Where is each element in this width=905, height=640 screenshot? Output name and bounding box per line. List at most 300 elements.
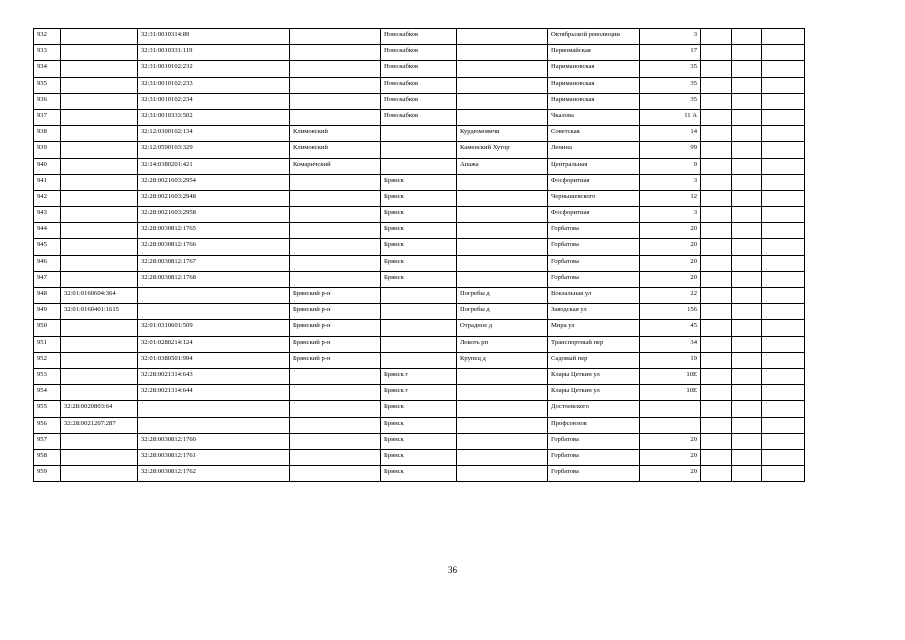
cell-cad-old [61, 61, 138, 77]
cell-village [457, 45, 548, 61]
cell-c9 [701, 239, 732, 255]
cell-cad [138, 401, 290, 417]
cell-settlement: Новозыбков [381, 93, 457, 109]
table-row [34, 304, 805, 320]
cell-no: 949 [34, 304, 61, 320]
cell-street: Наримановская [548, 77, 640, 93]
cell-c10 [732, 174, 762, 190]
cell-c10 [732, 401, 762, 417]
cell-village [457, 29, 548, 45]
cell-settlement: Брянск [381, 207, 457, 223]
cell-house: 20 [640, 239, 701, 255]
cell-c9 [701, 449, 732, 465]
cell-village [457, 93, 548, 109]
cell-c9 [701, 126, 732, 142]
cell-street: Центральная [548, 158, 640, 174]
cell-c9 [701, 385, 732, 401]
cell-no: 953 [34, 368, 61, 384]
cell-street: Клары Цеткин ул [548, 385, 640, 401]
cell-settlement: Новозыбков [381, 77, 457, 93]
cell-c10 [732, 158, 762, 174]
cell-street: Горбатова [548, 255, 640, 271]
cell-c10 [732, 304, 762, 320]
cell-cad: 32:28:0030812:1768 [138, 271, 290, 287]
cell-house: 156 [640, 304, 701, 320]
cell-village: Каменский Хутор [457, 142, 548, 158]
cell-settlement [381, 288, 457, 304]
cell-district [290, 449, 381, 465]
cell-district [290, 93, 381, 109]
cell-district [290, 385, 381, 401]
cell-settlement [381, 126, 457, 142]
cell-settlement: Брянск [381, 190, 457, 206]
table-row [34, 126, 805, 142]
cell-village [457, 255, 548, 271]
cell-house: 20 [640, 433, 701, 449]
cell-village [457, 466, 548, 482]
cell-street: Чернышевского [548, 190, 640, 206]
cell-c10 [732, 352, 762, 368]
cell-c11 [762, 401, 805, 417]
cell-street: Ленина [548, 142, 640, 158]
cell-house: 3 [640, 174, 701, 190]
cell-settlement: Брянск [381, 401, 457, 417]
cell-district [290, 29, 381, 45]
cell-cad: 32:28:0030812:1760 [138, 433, 290, 449]
cell-village: Локоть рп [457, 336, 548, 352]
cell-cad-old [61, 271, 138, 287]
cell-cad [138, 417, 290, 433]
table-row [34, 417, 805, 433]
cell-settlement: Брянск [381, 449, 457, 465]
cell-c11 [762, 93, 805, 109]
registry-table [33, 28, 805, 482]
cell-c11 [762, 320, 805, 336]
cell-district: Брянский р-н [290, 320, 381, 336]
table-row [34, 255, 805, 271]
cell-district: Брянский р-н [290, 352, 381, 368]
table-row [34, 77, 805, 93]
cell-c11 [762, 158, 805, 174]
cell-no: 954 [34, 385, 61, 401]
cell-cad-old [61, 29, 138, 45]
cell-cad-old: 32:01:0160401:1615 [61, 304, 138, 320]
cell-c11 [762, 304, 805, 320]
cell-district [290, 417, 381, 433]
cell-no: 932 [34, 29, 61, 45]
cell-cad-old [61, 449, 138, 465]
cell-house: 20 [640, 466, 701, 482]
cell-street: Клары Цеткин ул [548, 368, 640, 384]
cell-c9 [701, 417, 732, 433]
cell-no: 935 [34, 77, 61, 93]
cell-settlement: Брянск г [381, 368, 457, 384]
cell-no: 933 [34, 45, 61, 61]
cell-c10 [732, 385, 762, 401]
cell-district [290, 61, 381, 77]
table-row [34, 142, 805, 158]
cell-cad-old [61, 190, 138, 206]
cell-house [640, 417, 701, 433]
cell-c11 [762, 255, 805, 271]
cell-cad: 32:28:0030812:1765 [138, 223, 290, 239]
cell-village [457, 174, 548, 190]
cell-settlement: Брянск [381, 417, 457, 433]
cell-house: 20 [640, 255, 701, 271]
cell-c9 [701, 304, 732, 320]
cell-settlement: Новозыбков [381, 109, 457, 125]
cell-village: Курдюмовичи [457, 126, 548, 142]
cell-c9 [701, 433, 732, 449]
cell-no: 950 [34, 320, 61, 336]
cell-house: 3 [640, 207, 701, 223]
cell-village: Апажа [457, 158, 548, 174]
cell-cad: 32:31:0010331:119 [138, 45, 290, 61]
cell-c9 [701, 29, 732, 45]
cell-district [290, 255, 381, 271]
cell-c10 [732, 368, 762, 384]
cell-no: 947 [34, 271, 61, 287]
cell-district [290, 368, 381, 384]
cell-settlement: Брянск [381, 223, 457, 239]
cell-street: Фосфоритная [548, 207, 640, 223]
cell-cad-old [61, 239, 138, 255]
cell-c10 [732, 449, 762, 465]
cell-district: Брянский р-н [290, 304, 381, 320]
table-row [34, 93, 805, 109]
cell-no: 937 [34, 109, 61, 125]
cell-cad: 32:28:0030812:1766 [138, 239, 290, 255]
cell-c9 [701, 207, 732, 223]
table-row [34, 320, 805, 336]
cell-village: Погребы д [457, 304, 548, 320]
cell-street: Достоевского [548, 401, 640, 417]
cell-village [457, 385, 548, 401]
cell-settlement: Брянск [381, 255, 457, 271]
table-row [34, 174, 805, 190]
cell-c10 [732, 61, 762, 77]
cell-cad-old [61, 368, 138, 384]
cell-c11 [762, 61, 805, 77]
cell-c9 [701, 320, 732, 336]
cell-cad: 32:31:0010102:232 [138, 61, 290, 77]
cell-house: 35 [640, 93, 701, 109]
cell-house: 20 [640, 223, 701, 239]
cell-street: Заводская ул [548, 304, 640, 320]
cell-c11 [762, 45, 805, 61]
cell-street: Наримановская [548, 93, 640, 109]
cell-cad: 32:28:0021314:644 [138, 385, 290, 401]
cell-district [290, 271, 381, 287]
cell-district: Климовский [290, 126, 381, 142]
cell-district [290, 77, 381, 93]
cell-district [290, 109, 381, 125]
cell-c11 [762, 466, 805, 482]
cell-cad-old [61, 207, 138, 223]
cell-village [457, 223, 548, 239]
table-row [34, 223, 805, 239]
table-row [34, 158, 805, 174]
cell-cad-old [61, 433, 138, 449]
cell-house: 14 [640, 126, 701, 142]
table-row [34, 336, 805, 352]
table-row [34, 61, 805, 77]
cell-cad: 32:28:0021603:2954 [138, 174, 290, 190]
cell-house: 10Е [640, 385, 701, 401]
cell-district: Брянский р-н [290, 336, 381, 352]
cell-street: Октябрьской революции [548, 29, 640, 45]
table-row [34, 352, 805, 368]
cell-no: 952 [34, 352, 61, 368]
cell-village [457, 368, 548, 384]
cell-cad: 32:28:0030812:1767 [138, 255, 290, 271]
cell-c10 [732, 255, 762, 271]
cell-c10 [732, 190, 762, 206]
cell-street: Наримановская [548, 61, 640, 77]
cell-no: 934 [34, 61, 61, 77]
cell-c9 [701, 61, 732, 77]
cell-cad: 32:31:0010102:234 [138, 93, 290, 109]
cell-district: Брянский р-н [290, 288, 381, 304]
cell-settlement: Брянск [381, 271, 457, 287]
cell-c10 [732, 417, 762, 433]
cell-village [457, 77, 548, 93]
cell-cad: 32:28:0021603:2958 [138, 207, 290, 223]
cell-cad-old: 32:28:0021207:287 [61, 417, 138, 433]
cell-c10 [732, 271, 762, 287]
cell-c11 [762, 126, 805, 142]
cell-c11 [762, 352, 805, 368]
cell-district [290, 174, 381, 190]
cell-settlement [381, 336, 457, 352]
cell-cad: 32:12:0300102:134 [138, 126, 290, 142]
cell-settlement: Новозыбков [381, 29, 457, 45]
table-row [34, 385, 805, 401]
cell-settlement: Брянск [381, 433, 457, 449]
cell-settlement [381, 158, 457, 174]
cell-cad-old [61, 352, 138, 368]
cell-cad-old [61, 77, 138, 93]
cell-c10 [732, 29, 762, 45]
cell-cad: 32:14:0380201:421 [138, 158, 290, 174]
cell-c11 [762, 207, 805, 223]
cell-c10 [732, 466, 762, 482]
cell-street: Горбатова [548, 466, 640, 482]
cell-c10 [732, 77, 762, 93]
table-body [34, 29, 805, 482]
page-number: 36 [448, 565, 457, 575]
cell-no: 938 [34, 126, 61, 142]
cell-c11 [762, 239, 805, 255]
cell-no: 957 [34, 433, 61, 449]
cell-village [457, 449, 548, 465]
cell-c9 [701, 288, 732, 304]
cell-street: Фосфоритная [548, 174, 640, 190]
cell-c9 [701, 77, 732, 93]
cell-house: 34 [640, 336, 701, 352]
table-row [34, 271, 805, 287]
cell-c11 [762, 368, 805, 384]
cell-c9 [701, 93, 732, 109]
cell-c9 [701, 401, 732, 417]
cell-settlement: Брянск [381, 466, 457, 482]
cell-settlement [381, 320, 457, 336]
cell-settlement: Брянск [381, 174, 457, 190]
cell-settlement: Новозыбков [381, 45, 457, 61]
cell-cad: 32:12:0590103:329 [138, 142, 290, 158]
cell-street: Горбатова [548, 239, 640, 255]
cell-c11 [762, 174, 805, 190]
cell-district [290, 223, 381, 239]
table-row [34, 109, 805, 125]
cell-cad-old [61, 126, 138, 142]
cell-c9 [701, 255, 732, 271]
cell-settlement [381, 352, 457, 368]
cell-house: 10Е [640, 368, 701, 384]
cell-no: 956 [34, 417, 61, 433]
cell-no: 944 [34, 223, 61, 239]
cell-cad-old [61, 93, 138, 109]
cell-c9 [701, 466, 732, 482]
cell-cad: 32:28:0030812:1762 [138, 466, 290, 482]
cell-settlement [381, 142, 457, 158]
cell-cad: 32:28:0021314:643 [138, 368, 290, 384]
cell-c11 [762, 190, 805, 206]
cell-cad: 32:28:0021603:2948 [138, 190, 290, 206]
cell-cad: 32:31:0010102:233 [138, 77, 290, 93]
cell-street: Чкалова [548, 109, 640, 125]
cell-house: 12 [640, 190, 701, 206]
cell-c11 [762, 29, 805, 45]
cell-cad: 32:01:0380501:994 [138, 352, 290, 368]
cell-district [290, 190, 381, 206]
cell-cad [138, 304, 290, 320]
cell-house: 11 А [640, 109, 701, 125]
cell-settlement: Брянск [381, 239, 457, 255]
cell-no: 948 [34, 288, 61, 304]
cell-village [457, 109, 548, 125]
cell-c9 [701, 190, 732, 206]
cell-district [290, 45, 381, 61]
cell-c10 [732, 142, 762, 158]
cell-cad-old: 32:01:0160604:364 [61, 288, 138, 304]
cell-street: Садовый пер [548, 352, 640, 368]
cell-c9 [701, 174, 732, 190]
cell-no: 939 [34, 142, 61, 158]
cell-village: Крупец д [457, 352, 548, 368]
cell-c10 [732, 433, 762, 449]
cell-house: 3 [640, 29, 701, 45]
cell-c10 [732, 239, 762, 255]
cell-c9 [701, 45, 732, 61]
cell-cad: 32:01:0280214:124 [138, 336, 290, 352]
cell-cad: 32:01:0310601:509 [138, 320, 290, 336]
cell-cad-old [61, 158, 138, 174]
table-row [34, 190, 805, 206]
cell-district [290, 433, 381, 449]
cell-village [457, 207, 548, 223]
cell-district [290, 401, 381, 417]
cell-c10 [732, 320, 762, 336]
cell-c11 [762, 223, 805, 239]
cell-village [457, 401, 548, 417]
cell-c10 [732, 126, 762, 142]
cell-c10 [732, 223, 762, 239]
cell-street: Советская [548, 126, 640, 142]
cell-c10 [732, 109, 762, 125]
table-row [34, 466, 805, 482]
table-row [34, 288, 805, 304]
cell-c9 [701, 336, 732, 352]
cell-c9 [701, 142, 732, 158]
cell-cad-old [61, 45, 138, 61]
cell-settlement: Новозыбков [381, 61, 457, 77]
cell-no: 958 [34, 449, 61, 465]
cell-village [457, 433, 548, 449]
cell-cad-old [61, 320, 138, 336]
cell-cad-old [61, 223, 138, 239]
cell-cad-old [61, 142, 138, 158]
cell-cad-old [61, 174, 138, 190]
cell-house: 45 [640, 320, 701, 336]
cell-village [457, 61, 548, 77]
cell-c11 [762, 288, 805, 304]
cell-cad-old [61, 385, 138, 401]
cell-house [640, 401, 701, 417]
cell-c11 [762, 385, 805, 401]
cell-c11 [762, 449, 805, 465]
cell-c9 [701, 271, 732, 287]
cell-house: 35 [640, 61, 701, 77]
cell-street: Вокзальная ул [548, 288, 640, 304]
cell-house: 20 [640, 449, 701, 465]
cell-house: 17 [640, 45, 701, 61]
cell-cad: 32:31:0010314:89 [138, 29, 290, 45]
cell-house: 99 [640, 142, 701, 158]
table-row [34, 449, 805, 465]
cell-c9 [701, 352, 732, 368]
cell-district [290, 239, 381, 255]
cell-cad-old: 32:28:0020803:64 [61, 401, 138, 417]
cell-street: Горбатова [548, 433, 640, 449]
cell-cad-old [61, 336, 138, 352]
cell-no: 945 [34, 239, 61, 255]
cell-c10 [732, 93, 762, 109]
cell-cad-old [61, 109, 138, 125]
table-row [34, 368, 805, 384]
cell-village [457, 190, 548, 206]
cell-c9 [701, 109, 732, 125]
cell-house: 35 [640, 77, 701, 93]
cell-district: Климовский [290, 142, 381, 158]
cell-street: Транспортный пер [548, 336, 640, 352]
cell-c10 [732, 45, 762, 61]
cell-street: Мира ул [548, 320, 640, 336]
cell-no: 951 [34, 336, 61, 352]
cell-c11 [762, 142, 805, 158]
cell-settlement: Брянск г [381, 385, 457, 401]
cell-cad-old [61, 466, 138, 482]
cell-no: 942 [34, 190, 61, 206]
table-row [34, 433, 805, 449]
cell-cad: 32:31:0010333:502 [138, 109, 290, 125]
cell-c9 [701, 158, 732, 174]
cell-no: 936 [34, 93, 61, 109]
cell-village [457, 239, 548, 255]
cell-no: 941 [34, 174, 61, 190]
cell-no: 943 [34, 207, 61, 223]
cell-house: 19 [640, 352, 701, 368]
